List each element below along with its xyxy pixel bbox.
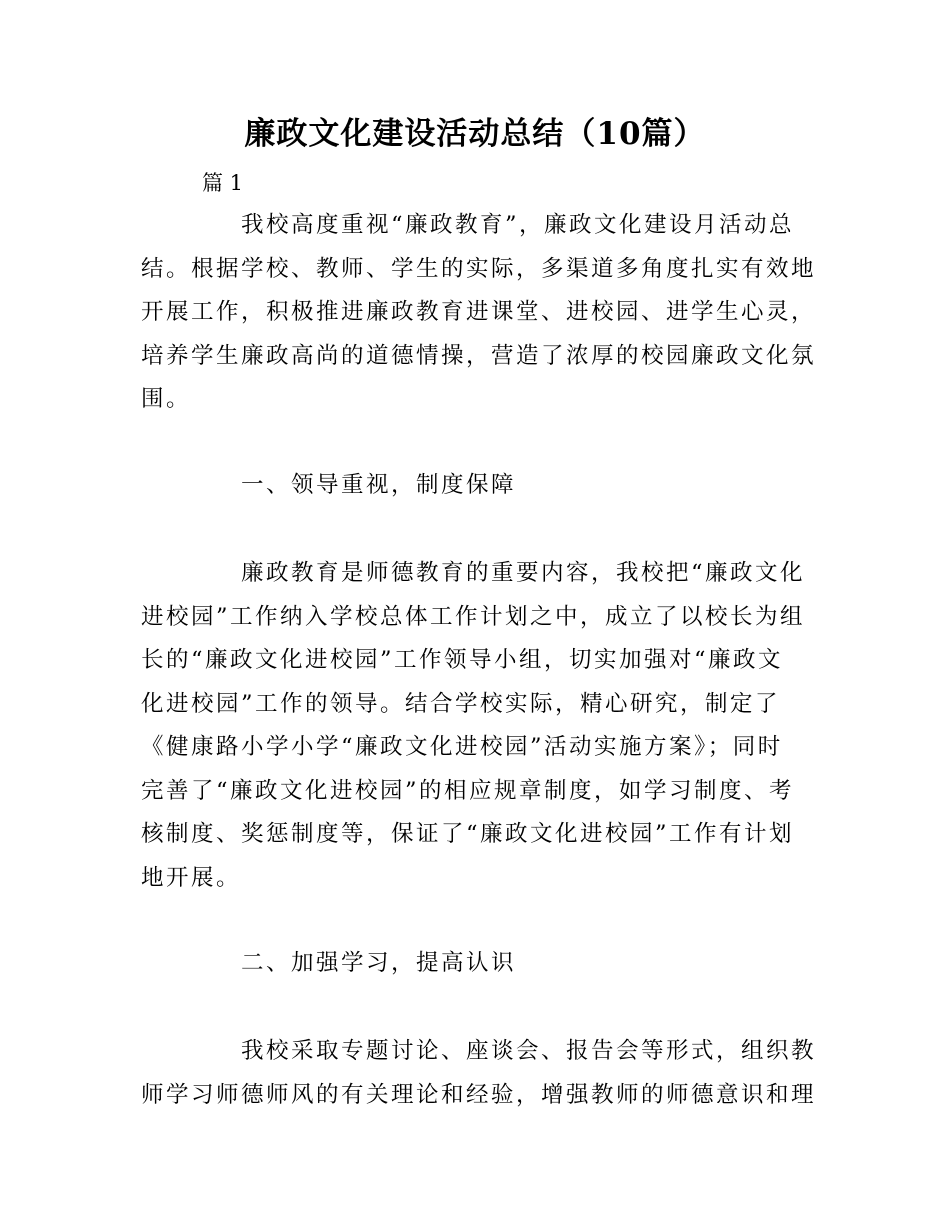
- section-heading-1: 一、领导重视，制度保障: [241, 472, 517, 498]
- paragraph-line: 我校高度重视“廉政教育”，廉政文化建设月活动总: [241, 212, 795, 238]
- paragraph-study: [141, 1030, 831, 1117]
- paragraph-leadership: [141, 552, 831, 900]
- paragraph-line: 核制度、奖惩制度等，保证了“廉政文化进校园”工作有计划: [141, 821, 795, 847]
- section-heading-2: 二、加强学习，提高认识: [241, 950, 517, 976]
- paragraph-line: 我校采取专题讨论、座谈会、报告会等形式，组织教: [241, 1038, 817, 1064]
- paragraph-line: 化进校园”工作的领导。结合学校实际，精心研究，制定了: [141, 690, 781, 717]
- paragraph-line: 长的“廉政文化进校园”工作领导小组，切实加强对“廉政文: [141, 647, 784, 673]
- paragraph-line: 师学习师德师风的有关理论和经验，增强教师的师德意识和理: [141, 1081, 817, 1108]
- paragraph-line: 完善了“廉政文化进校园”的相应规章制度，如学习制度、考: [141, 777, 795, 804]
- paragraph-line: 廉政教育是师德教育的重要内容，我校把“廉政文化: [241, 560, 806, 586]
- document-title: 廉政文化建设活动总结（10篇）: [244, 116, 706, 152]
- paragraph-line: 培养学生廉政高尚的道德情操，营造了浓厚的校园廉政文化氛: [141, 342, 817, 369]
- paragraph-intro: [141, 204, 831, 422]
- paragraph-line: 《健康路小学小学“廉政文化进校园”活动实施方案》；同时: [141, 734, 783, 760]
- paragraph-line: 结。根据学校、教师、学生的实际，多渠道多角度扎实有效地: [141, 255, 817, 282]
- paragraph-line: 开展工作，积极推进廉政教育进课堂、进校园、进学生心灵，: [141, 299, 817, 325]
- section-label: 篇 1: [202, 171, 244, 195]
- paragraph-line: 进校园”工作纳入学校总体工作计划之中，成立了以校长为组: [141, 603, 806, 630]
- paragraph-line: 地开展。: [141, 864, 242, 891]
- paragraph-line: 围。: [141, 386, 192, 412]
